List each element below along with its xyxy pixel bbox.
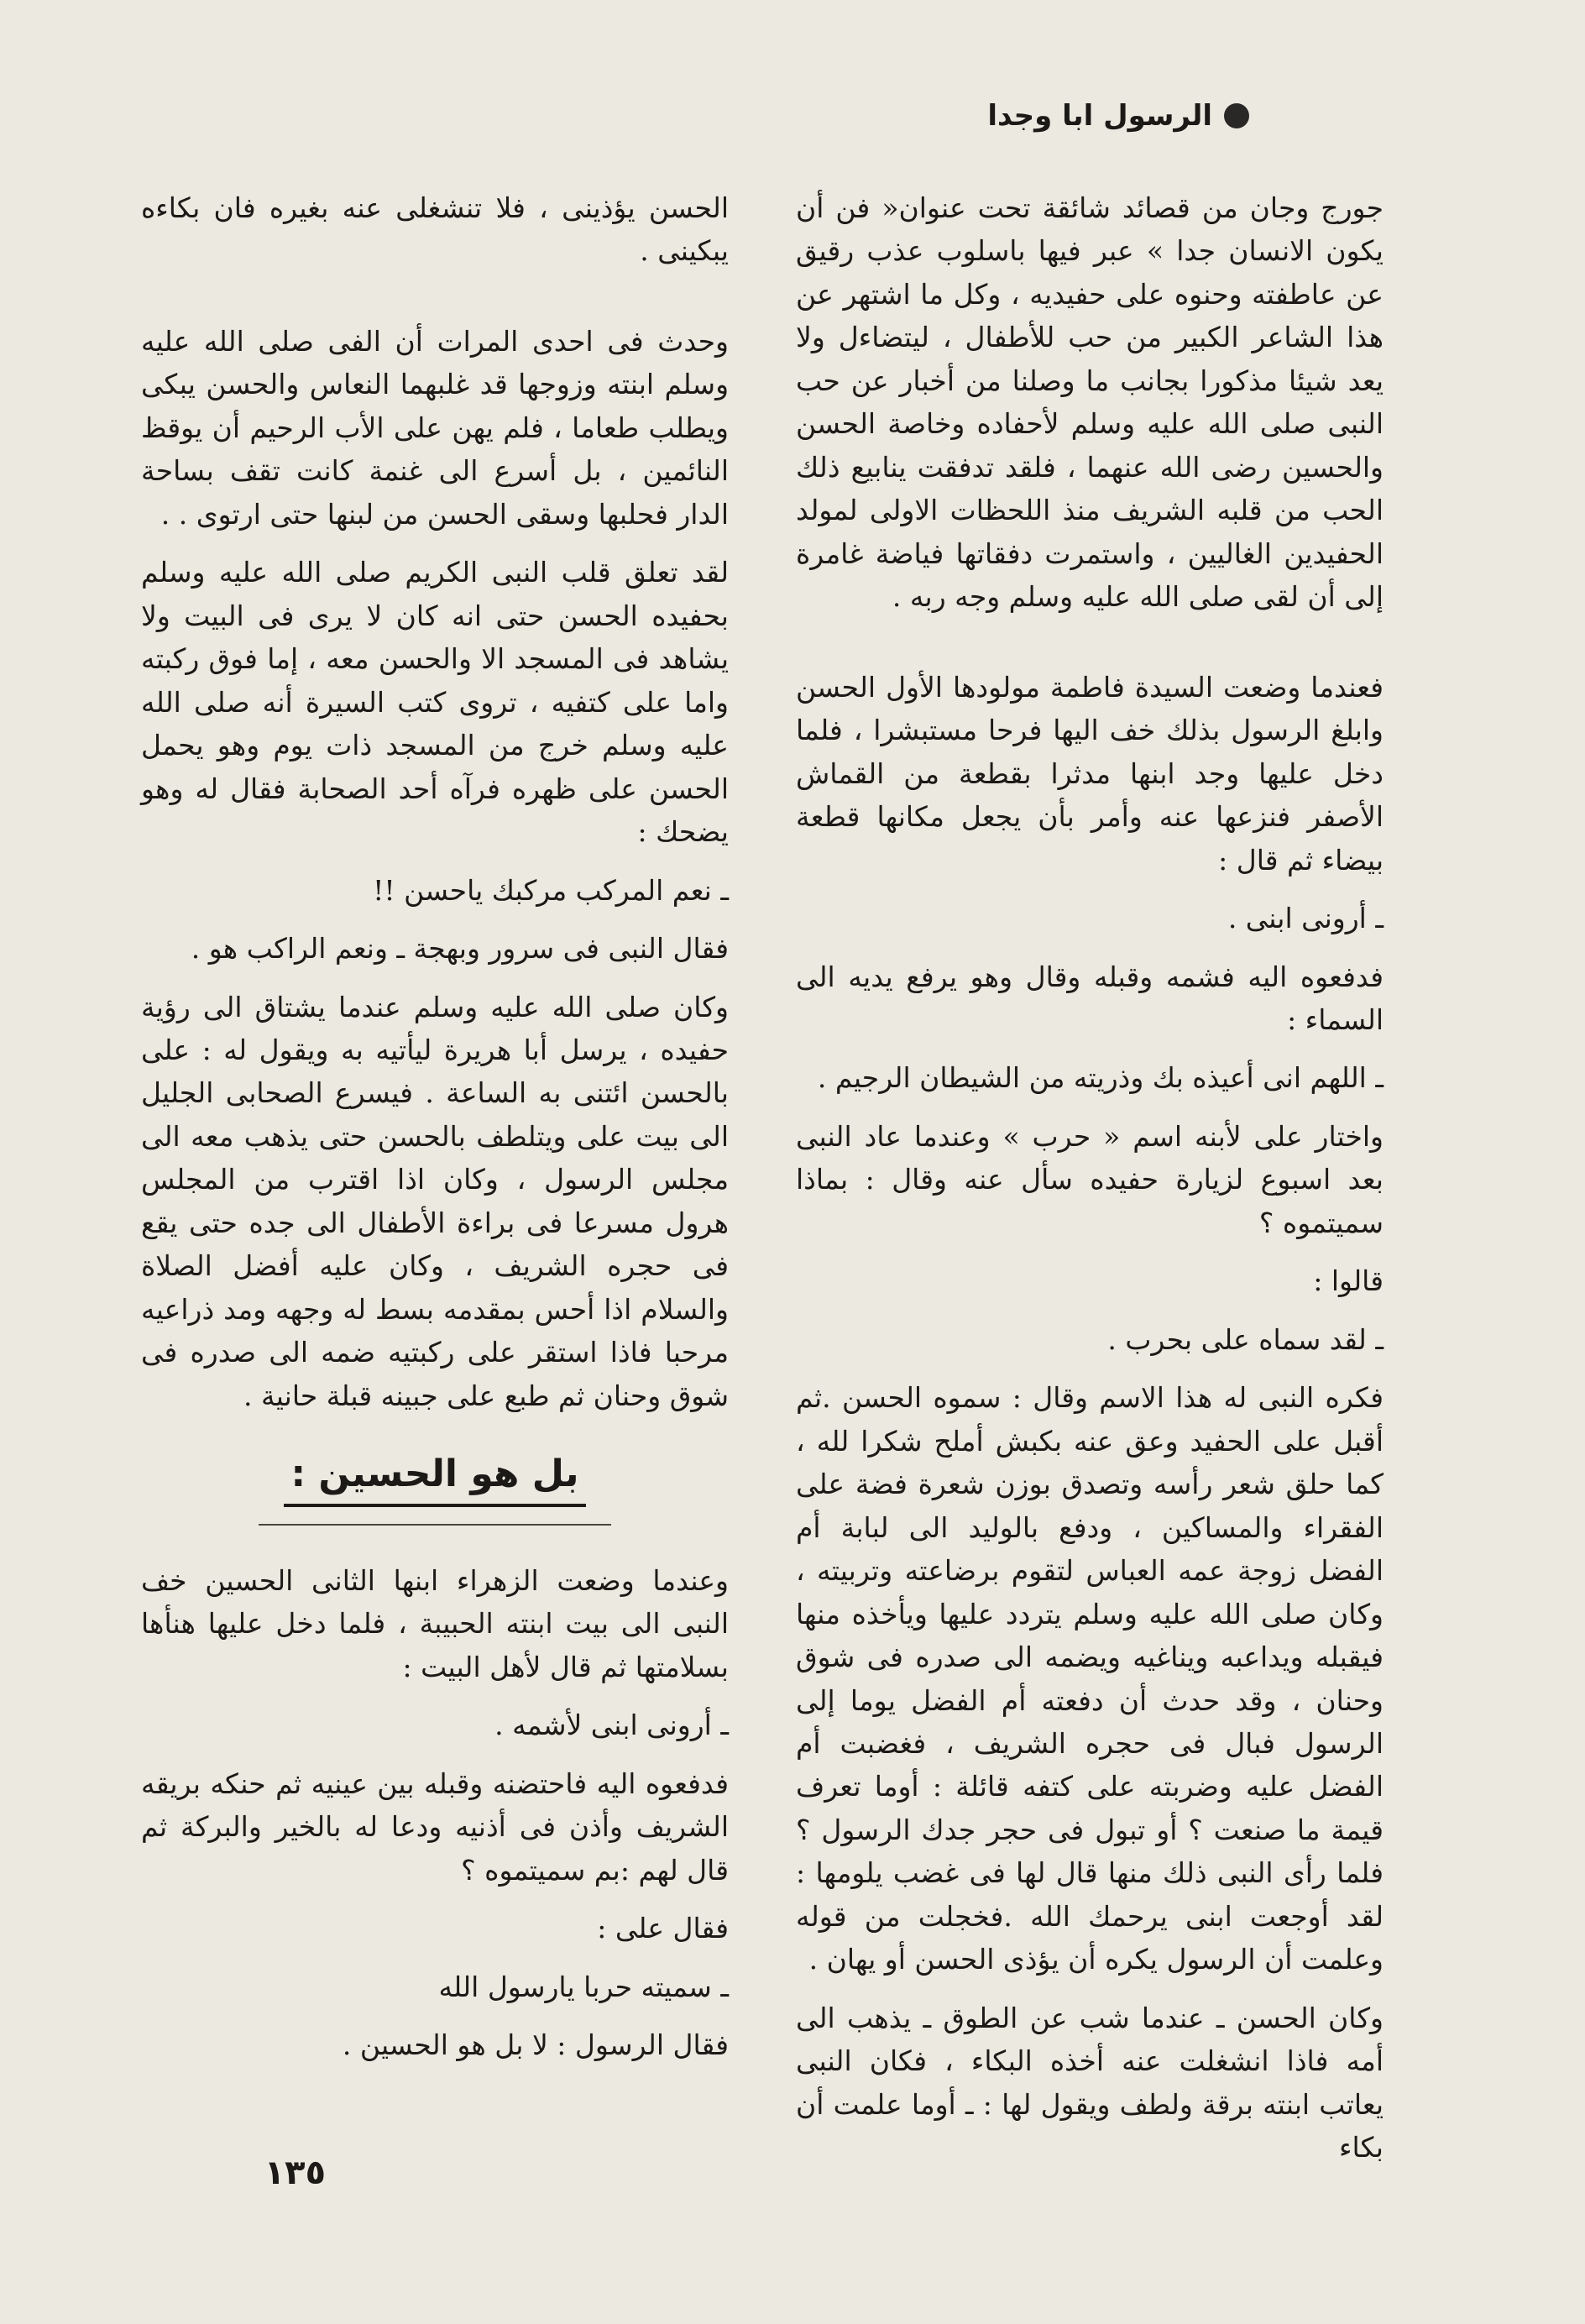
paragraph: جورج وجان من قصائد شائقة تحت عنوان« فن أن يكون الانسان جدا » عبر فيها باسلوب عذب رقيق عن عاطفته وحنوه على حفيديه ، وكل ما اشتهر عن هذا الشاعر الكبير من حب للأطفال ، ليتضاءل ولا يعد شيئا مذكورا بجانب ما وصلنا من أخبار عن حب النبى صلى الله عليه وسلم لأحفاده وخاصة الحسن والحسين رضى الله عنهما ، فلقد تدفقت ينابيع ذلك الحب من قلبه الشريف منذ اللحظات الاولى لمولد الحفيدين الغاليين ، واستمرت دفقاتها فياضة غامرة إلى أن لقى صلى الله عليه وسلم وجه ربه .: [796, 191, 1384, 614]
paragraph: فقال الرسول : لا بل هو الحسين .: [342, 2028, 729, 2062]
header-title: الرسول ابا وجدا: [987, 99, 1212, 133]
section-heading: [141, 1446, 729, 1504]
paragraph: فقال على :: [597, 1912, 729, 1945]
paragraph: لقد تعلق قلب النبى الكريم صلى الله عليه وسلم بحفيده الحسن حتى انه كان لا يرى فى البيت ولا يشاهد فى المسجد الا والحسن معه ، إما فوق ركبته واما على كتفيه ، تروى كتب السيرة أنه صلى الله عليه وسلم خرج من المسجد ذات يوم وهو يحمل الحسن على ظهره فرآه أحد الصحابة فقال له وهو يضحك :: [141, 556, 729, 849]
dialogue-line: ـ نعم المركب مركبك ياحسن !!: [373, 873, 729, 907]
paragraph: وكان صلى الله عليه وسلم عندما يشتاق الى رؤية حفيده ، يرسل أبا هريرة ليأتيه به ويقول له : على بالحسن ائتنى به الساعة . فيسرع الصحابى الجليل الى بيت على ويتلطف بالحسن حتى يذهب معه الى مجلس الرسول ، وكان اذا اقترب من المجلس هرول مسرعا فى براءة الأطفال الى جده حتى يقع فى حجره الشريف ، وكان عليه أفضل الصلاة والسلام اذا أحس بمقدمه بسط له وجهه ومد ذراعيه مرحبا فاذا استقر على ركبتيه ضمه الى صدره فى شوق وحنان ثم طبع على جبينه قبلة حانية .: [141, 990, 729, 1412]
bullet-dot-icon: [1224, 103, 1249, 128]
left-column: [141, 186, 729, 2082]
section-divider: [259, 1524, 611, 1526]
paragraph: فقال النبى فى سرور وبهجة ـ ونعم الراكب هو .: [191, 932, 729, 966]
dialogue-line: ـ أرونى ابنى .: [1227, 902, 1384, 935]
dialogue-line: ـ اللهم انى أعيذه بك وذريته من الشيطان الرجيم .: [817, 1061, 1384, 1095]
paragraph: وكان الحسن ـ عندما شب عن الطوق ـ يذهب الى أمه فاذا انشغلت عنه أخذه البكاء ، فكان النبى يعاتب ابنته برقة ولطف ويقول لها : ـ أوما علمت أن بكاء: [796, 2001, 1384, 2164]
paragraph: واختار على لأبنه اسم « حرب » وعندما عاد النبى بعد اسبوع لزيارة حفيده سأل عنه وقال : بماذا سميتموه ؟: [796, 1119, 1384, 1239]
paragraph: فعندما وضعت السيدة فاطمة مولودها الأول الحسن وابلغ الرسول بذلك خف اليها فرحا مستبشرا ، فلما دخل عليها وجد ابنها مدثرا بقطعة من القماش الأصفر فنزعها عنه وأمر بأن يجعل مكانها قطعة بيضاء ثم قال :: [796, 670, 1384, 877]
dialogue-line: ـ سميته حربا يارسول الله: [438, 1970, 729, 2003]
running-header: [987, 99, 1249, 133]
paragraph: فكره النبى له هذا الاسم وقال : سموه الحسن .ثم أقبل على الحفيد وعق عنه بكبش أملح شكرا لله ، كما حلق شعر رأسه وتصدق بوزن شعرة فضة على الفقراء والمساكين ، ودفع بالوليد الى لبابة أم الفضل زوجة عمه العباس لتقوم برضاعته وتربيته ، وكان صلى الله عليه وسلم يتردد عليها ويأخذه منها فيقبله ويداعبه ويناغيه ويضمه الى صدره فى شوق وحنان ، وقد حدث أن دفعته أم الفضل يوما إلى الرسول فبال فى حجره الشريف ، فغضبت أم الفضل عليه وضربته على كتفه قائلة : أوما تعرف قيمة ما صنعت ؟ أو تبول فى حجر جدك الرسول ؟فلما رأى النبى ذلك منها قال لها فى غضب يلومها : لقد أوجعت ابنى يرحمك الله .فخجلت من قوله وعلمت أن الرسول يكره أن يؤذى الحسن أو يهان .: [796, 1381, 1384, 1976]
page-number: ١٣٥: [264, 2154, 326, 2192]
dialogue-line: ـ أرونى ابنى لأشمه .: [494, 1709, 729, 1742]
paragraph: وحدث فى احدى المرات أن الفى صلى الله عليه وسلم ابنته وزوجها قد غلبهما النعاس والحسن يبكى ويطلب طعاما ، فلم يهن على الأب الرحيم أن يوقظ النائمين ، بل أسرع الى غنمة كانت تقف بساحة الدار فحلبها وسقى الحسن من لبنها حتى ارتوى . .: [141, 324, 729, 531]
paragraph: فدفعوه اليه فاحتضنه وقبله بين عينيه ثم حنكه بريقه الشريف وأذن فى أذنيه ودعا له بالخير والبركة ثم قال لهم :بم سميتموه ؟: [141, 1767, 729, 1887]
paragraph: وعندما وضعت الزهراء ابنها الثانى الحسين خف النبى الى بيت ابنته الحبيبة ، فلما دخل عليها هنأها بسلامتها ثم قال لأهل البيت :: [141, 1563, 729, 1683]
section-heading-text: بل هو الحسين :: [284, 1452, 585, 1507]
paragraph: قالوا :: [1313, 1264, 1384, 1298]
paragraph: فدفعوه اليه فشمه وقبله وقال وهو يرفع يديه الى السماء :: [796, 960, 1384, 1036]
right-column: [796, 186, 1384, 2185]
dialogue-line: ـ لقد سماه على بحرب .: [1107, 1322, 1384, 1356]
paragraph: الحسن يؤذينى ، فلا تنشغلى عنه بغيره فان بكاءه يبكينى .: [141, 191, 729, 268]
